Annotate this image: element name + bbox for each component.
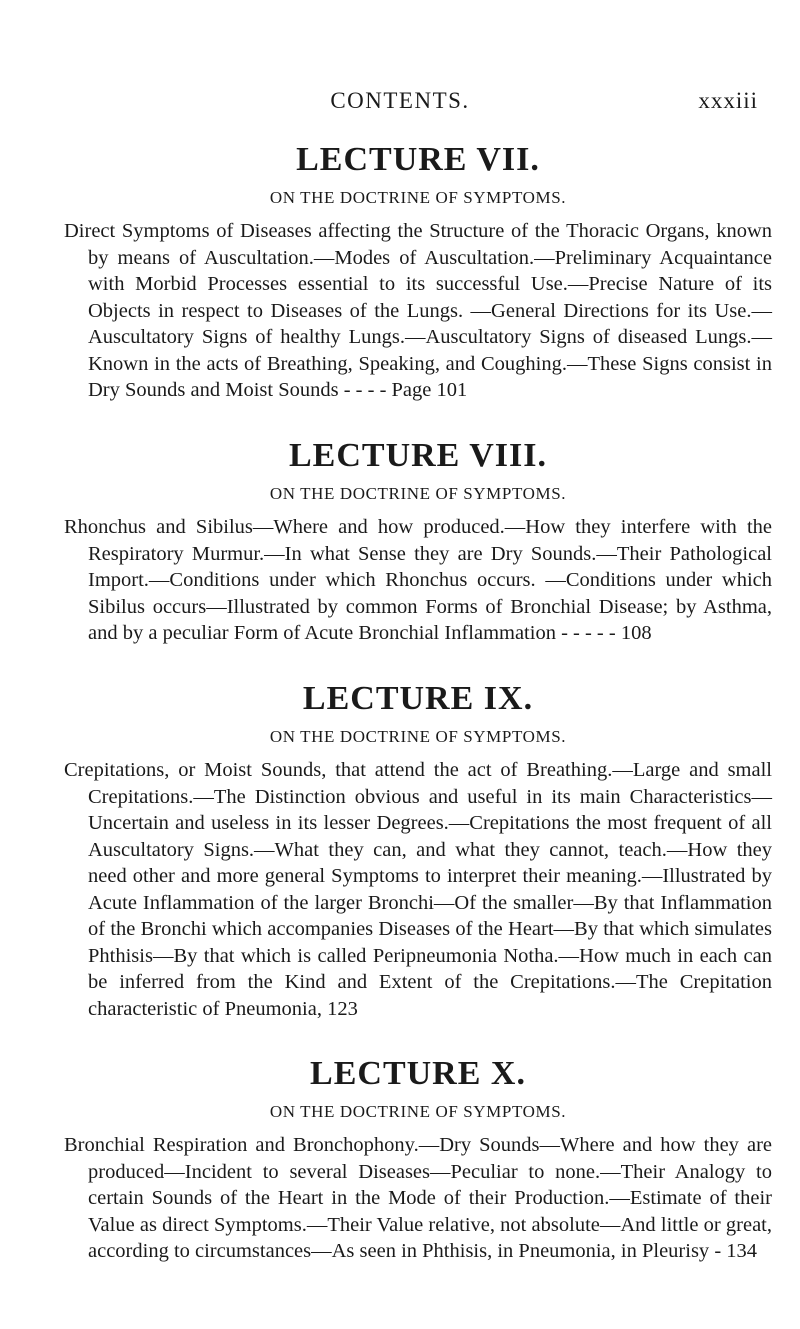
lecture-summary xyxy=(64,1132,772,1265)
dot-leader: - xyxy=(709,1240,727,1262)
lecture-title: LECTURE X. xyxy=(310,1055,526,1092)
running-page-number: xxxiii xyxy=(698,88,758,113)
lecture-title: LECTURE VII. xyxy=(296,141,540,178)
page-reference: 123 xyxy=(327,997,358,1020)
dot-leader: - - - - - xyxy=(555,622,621,644)
summary-text: Rhonchus and Sibilus—Where and how produced.—How they interfere with the Respiratory Murmur.—In what Sense they are Dry Sounds.—Their Pathological Import.—Conditions under which Rhonchus occurs. —Conditions under which Sibilus occurs—Illustrated by common Forms of Bronchial Disease; by Asthma, and by a peculiar Form of Acute Bronchial Inflammation xyxy=(64,516,772,644)
lecture-summary xyxy=(64,514,772,647)
lecture-subtitle: ON THE DOCTRINE OF SYMPTOMS. xyxy=(269,484,567,503)
page-reference: 134 xyxy=(726,1240,758,1262)
lecture-7 xyxy=(64,140,772,404)
lecture-subtitle: ON THE DOCTRINE OF SYMPTOMS. xyxy=(269,727,567,746)
lecture-title: LECTURE IX. xyxy=(302,680,534,717)
lecture-subtitle: ON THE DOCTRINE OF SYMPTOMS. xyxy=(269,1102,567,1121)
summary-text: Crepitations, or Moist Sounds, that attend the act of Breathing.—Large and small Crepitations.—The Distinction obvious and useful in its main Characteristics—Uncertain and useless in its lesser Degrees.—Crepitations the most frequent of all Auscultatory Signs.—What they can, and what they cannot, teach.—How they need other and more general Symptoms to interpret their meaning.—Illustrated by Acute Inflammation of the larger Bronchi—Of the smaller—By that Inflammation of the Bronchi which accompanies Diseases of the Heart—By that which simulates Phthisis—By that which is called Peripneumonia Notha.—How much in each can be inferred from the Kind and Extent of the Crepitations.—The Crepitation characteristic of Pneumonia, xyxy=(64,759,772,1020)
running-head xyxy=(40,88,760,118)
lecture-title: LECTURE VIII. xyxy=(288,437,547,474)
summary-text: Direct Symptoms of Diseases affecting the Structure of the Thoracic Organs, known by means of Auscultation.—Modes of Auscultation.—Preliminary Acquaintance with Morbid Processes essential to its successful Use.—Precise Nature of its Objects in respect to Diseases of the Lungs. —General Directions for its Use.—Auscultatory Signs of healthy Lungs.—Auscultatory Signs of diseased Lungs.—Known in the acts of Breathing, Speaking, and Coughing.—These Signs consist in Dry Sounds and Moist Sounds xyxy=(64,220,772,401)
lecture-8 xyxy=(64,436,772,647)
lecture-9 xyxy=(64,679,772,1022)
summary-text: Bronchial Respiration and Bronchophony.—Dry Sounds—Where and how they are produced—Incident to several Diseases—Peculiar to none.—Their Analogy to certain Sounds of the Heart in the Mode of their Production.—Estimate of their Value as direct Symptoms.—Their Value relative, not absolute—And little or great, according to circumstances—As seen in Phthisis, in Pneumonia, in Pleurisy xyxy=(64,1134,772,1262)
lecture-10 xyxy=(64,1054,772,1265)
lecture-summary xyxy=(64,218,772,404)
page-reference: Page 101 xyxy=(391,379,468,401)
running-title: CONTENTS. xyxy=(330,88,470,113)
dot-leader: - - - - xyxy=(338,379,392,401)
lecture-subtitle: ON THE DOCTRINE OF SYMPTOMS. xyxy=(269,188,567,207)
page-reference: 108 xyxy=(620,622,652,644)
lecture-summary xyxy=(64,757,772,1022)
